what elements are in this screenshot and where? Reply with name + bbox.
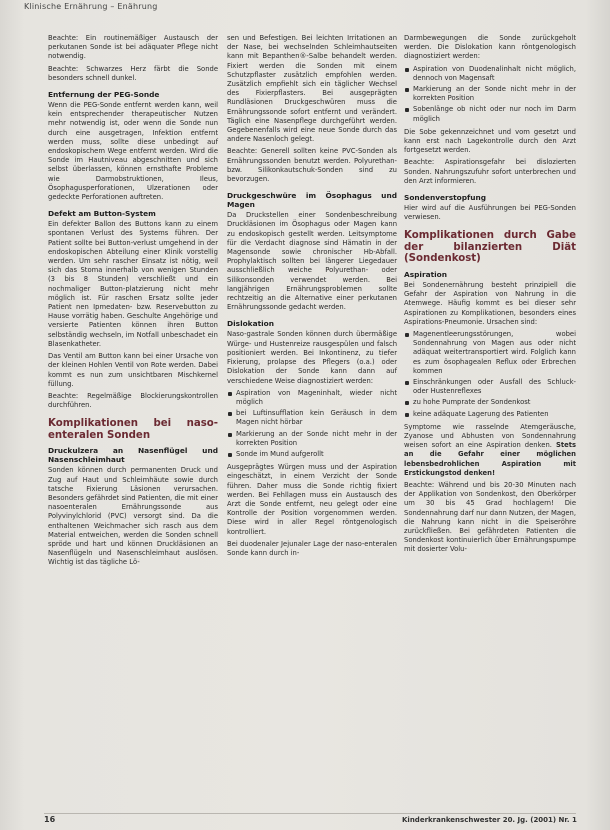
list-item: Sobenlänge ob nicht oder nur noch im Darm möglich [404,105,576,123]
list-item: Magenentleerungsstörungen, wobei Sondennahrung von Magen aus oder nicht adäquat weitertransportiert wird. Folglich kann es zum ösophagealen Reflux oder Erbrechen kommen [404,330,576,376]
list-item: zu hohe Pumprate der Sondenkost [404,398,576,407]
journal-citation: Kinderkrankenschwester 20. Jg. (2001) Nr. 1 [402,816,577,824]
warning-text: Stets an die Gefahr einer möglichen lebensbedrohlichen Aspiration mit Erstickungstod denken! [404,441,576,477]
paragraph: Beachte: Schwarzes Herz färbt die Sonde besonders schnell dunkel. [48,64,218,82]
paragraph: Das Ventil am Button kann bei einer Ursache von der kleinen Hohlen Ventil von Rote werden. Dabei kommt es nun zum unsichtbaren Mischkernel füllung. [48,352,218,388]
chapter-heading: Komplikationen bei naso-enteralen Sonden [48,418,218,441]
bullet-list [227,389,397,459]
list-item: Aspiration von Mageninhalt, wieder nicht möglich [227,389,397,407]
column-2 [227,34,397,561]
paragraph [404,423,576,478]
paragraph: Darmbewegungen die Sonde zurückgeholt werden. Die Dislokation kann röntgenologisch diagnostiziert werden: [404,34,576,61]
section-heading: Sondenverstopfung [404,193,487,203]
paragraph: Beachte: Ein routinemäßiger Austausch der perkutanen Sonde ist bei adäquater Pflege nicht notwendig. [48,34,218,61]
paragraph: Beachte: Regelmäßige Blockierungskontrollen durchführen. [48,391,218,410]
list-item: Sonde im Mund aufgerollt [227,450,397,459]
subsection-heading: Aspiration [404,269,447,279]
paragraph: Bei Sondenernährung besteht prinzipiell die Gefahr der Aspiration von Nahrung in die Atemwege. Häufig kommt es bei dieser sehr Aspirationen zu Komplikationen, besonders eines Aspirations-Pneumonie. Ursachen sind: [404,280,576,326]
list-item: Markierung an der Sonde nicht mehr in der korrekten Position [404,85,576,103]
paragraph: Beachte: Generell sollten keine PVC-Sonden als Ernährungssonden benutzt werden. Polyurethan- bzw. Silikonkautschuk-Sonden sind zu bevorzugen. [227,147,397,184]
footer-divider [44,813,576,814]
column-1 [48,34,218,571]
paragraph: Sonden können durch permanenten Druck und Zug auf Haut und Schleimhäute sowie durch tatsche Fixierung Läsionen verursachen. Besonders gefährdet sind Patienten, die mit einer nasoenteralen Ernährungssonde aus Polyvinylchlorid (PVC) versorgt sind. Da die enthaltenen Weichmacher sich rasch aus dem Material entweichen, werden die Sonden schnell spröde und hart und können Druckläsionen an Nasenflügeln und Nasenschleimhaut auslösen. Wichtig ist das tägliche Lö- [48,466,218,567]
section-heading: Defekt am Button-System [48,209,156,219]
bullet-list [404,330,576,419]
page-number: 16 [44,815,56,824]
paragraph: Die Sobe gekennzeichnet und vom gesetzt und kann erst nach Lagekontrolle durch den Arzt fortgesetzt werden. [404,127,576,155]
paragraph: Bei duodenaler Jejunaler Lage der naso-enteralen Sonde kann durch in- [227,539,397,557]
section-heading: Entfernung der PEG-Sonde [48,90,160,100]
chapter-heading: Komplikationen durch Gabe der bilanzierten Diät (Sondenkost) [404,230,576,265]
list-item: Markierung an der Sonde nicht mehr in der korrekten Position [227,430,397,448]
paragraph: Wenn die PEG-Sonde entfernt werden kann, weil kein entsprechender therapeutischer Nutzen mehr notwendig ist, oder wenn die Sonde nun durch eine ausgetragen, Infektion entfernt werden muss, sollte diese unbedingt auf endoskopischem Wege entfernt werden. Wird die Sonde im Hautniveau abgeschnitten und sich selbst überlassen, können ernsthafte Probleme wie Darmobstruktionen, Ileus, Ösophagusperforationen, Ulzerationen oder gedeckte Perforationen auftreten. [48,101,218,202]
section-heading: Druckgeschwüre im Ösophagus und Magen [227,191,397,210]
list-item: Aspiration von Duodenalinhalt nicht möglich, dennoch von Magensaft [404,65,576,83]
list-item: Einschränkungen oder Ausfall des Schluck- oder Hustenreflexes [404,378,576,396]
list-item: bei Luftinsufflation kein Geräusch in dem Magen nicht hörbar [227,409,397,427]
paragraph-text: Symptome wie rasselnde Atemgeräusche, Zyanose und Abhusten von Sondennahrung weisen sofort an eine Aspiration denken. [404,422,576,450]
paragraph: Hier wird auf die Ausführungen bei PEG-Sonden verwiesen. [404,204,576,222]
list-item: keine adäquate Lagerung des Patienten [404,410,576,419]
section-heading: Dislokation [227,319,274,329]
paragraph: Beachte: Aspirationsgefahr bei dislozierten Sonden. Nahrungszufuhr sofort unterbrechen und den Arzt informieren. [404,158,576,185]
paragraph: Da Druckstellen einer Sondenbeschreibung Druckläsionen im Ösophagus oder Magen kann zu endoskopisch gestellt werden. Leitsymptome für die Verdacht diagnose sind Hämatin in der Magensonde sowie chronischer Hb-Abfall. Prophylaktisch sollten bei längerer Liegedauer ausschließlich weiche Polyurethan- oder Silikonsonden verwendet werden. Bei langjährigen Ernährungsproblemen sollte rechtzeitig an die Alternative einer perkutanen Ernährungssonde gedacht werden. [227,211,397,312]
paragraph: Ausgeprägtes Würgen muss und der Aspiration eingeschätzt, in einem Verzicht der Sonde führen. Daher muss die Sonde richtig fixiert werden. Bei Fehllagen muss ein Austausch des Arzt die Sonde entfernt, neu gelegt oder eine Kontrolle der Position vorgenommen werden. Diese wird in aller Regel röntgenologisch kontrolliert. [227,463,397,536]
column-3 [404,34,576,558]
paragraph: sen und Befestigen. Bei leichten Irritationen an der Nase, bei wechselnden Schleimhautseiten kann mit Bepanthen®-Salbe behandelt werden. Fixiert werden die Sonden mit einem Schutzpflaster zusätzlich empfohlen werden. Zusätzlich empfiehlt sich ein täglicher Wechsel des Fixierpflasters. Bei ausgeprägten Rundläsionen Druckgeschwüren muss die Ernährungssonde sofort entfernt und verändert. Täglich eine Nasenpflege durchgeführt werden. Gegebenenfalls wird eine neue Sonde durch das andere Nasenloch gelegt. [227,34,397,144]
paragraph: Ein defekter Ballon des Buttons kann zu einem spontanen Verlust des Systems führen. Der Patient sollte bei Button-verlust umgehend in der endoskopischen Abteilung einer Klinik vorstellig werden. Um sehr rascher Einsatz ist nötig, weil sich das Stoma innerhalb von wenigen Stunden (3 bis 8 Stunden) verschließt und ein nochmaliger Button-platzierung nicht mehr möglich ist. Für raschen Ersatz sollte jeder Patient nen Ipmedaten- bzw. Reservebutton zu Hause vorrätig haben. Geschulte Angehörige und versierte Patienten können ihren Button selbständig wechseln, im Notfall unbeschadet ein Blasenkatheter. [48,220,218,348]
paragraph: Naso-gastrale Sonden können durch übermäßige Würge- und Hustenreize rausgespülen und falsch positioniert werden. Bei Inkontinenz, zu tiefer Fixierung, prolapse des Pflegers (o.a.) oder Dislokation der Sonde kann dann auf verschiedene Weise diagnostiziert werden: [227,330,397,385]
paragraph: Beachte: Während und bis 20-30 Minuten nach der Applikation von Sondenkost, den Oberkörper um 30 bis 45 Grad hochlagern! Die Sondennahrung darf nur dann Nutzen, der Magen, die Nahrung kann nicht in die Speiseröhre zurückfließen. Bei gefährdeten Patienten die Sondenkost kontinuierlich über Ernährungspumpe mit dosierter Volu- [404,481,576,554]
subsection-heading: Druckulzera an Nasenflügel und Nasenschleimhaut [48,446,218,465]
bullet-list [404,65,576,124]
running-header: Klinische Ernährung – Enährung [24,2,158,11]
